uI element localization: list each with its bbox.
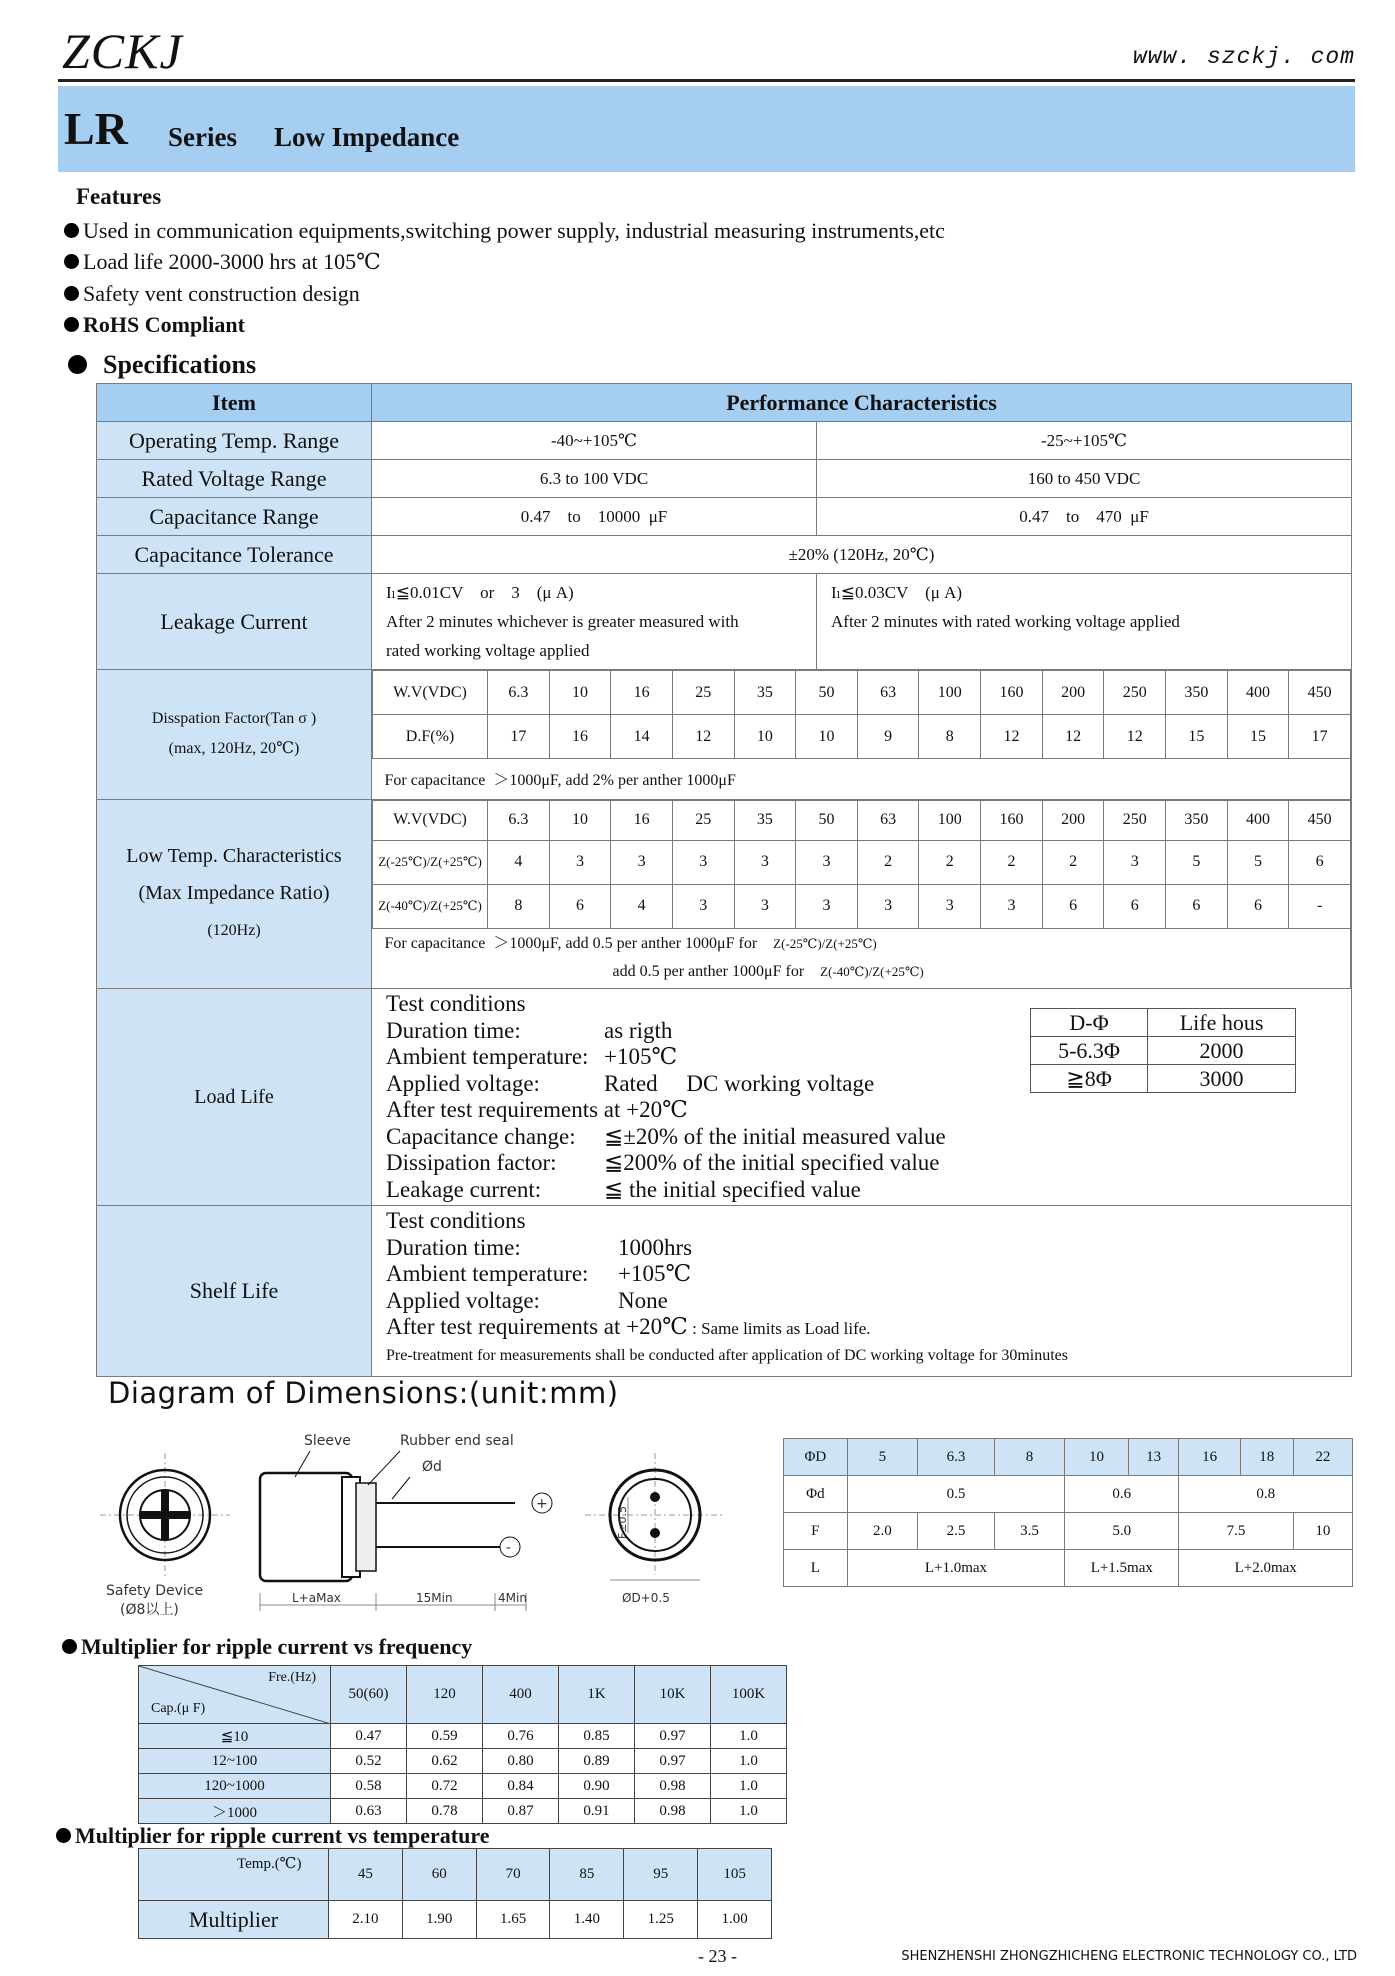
multiplier-cell: 0.78 (407, 1799, 483, 1824)
multiplier-cell: 1.25 (624, 1901, 698, 1939)
z40-cell: 3 (796, 884, 858, 928)
z40-cell: 3 (981, 884, 1043, 928)
multiplier-cell: 2.10 (329, 1901, 403, 1939)
wv-cell: 63 (857, 671, 919, 715)
df-note: For capacitance ＞1000μF, add 2% per anther 1000μF (373, 759, 1351, 799)
wv-cell: 400 (1227, 800, 1289, 840)
wv-cell: 35 (734, 671, 796, 715)
multiplier-cell: 1.0 (711, 1749, 787, 1774)
life-cell: 2000 (1148, 1037, 1296, 1065)
cell-value: 6.3 to 100 VDC (372, 460, 817, 498)
min15-label: 15Min (416, 1591, 453, 1605)
wv-cell: 200 (1042, 800, 1104, 840)
z25-cell: 5 (1166, 840, 1228, 884)
phiD-cell: 10 (1065, 1439, 1129, 1476)
wv-label: W.V(VDC) (373, 671, 488, 715)
website-url[interactable]: www. szckj. com (1132, 44, 1355, 70)
leakage-a: Iₗ≦0.01CV or 3 (μ A) After 2 minutes whichever is greater measured with rated working voltage applied (372, 574, 817, 670)
ripple-temp-heading: Multiplier for ripple current vs temperature (56, 1823, 489, 1849)
multiplier-cell: 1.0 (711, 1774, 787, 1799)
wv-cell: 16 (611, 800, 673, 840)
row-label: Operating Temp. Range (97, 422, 372, 460)
z25-cell: 2 (981, 840, 1043, 884)
freq-header-cell: 50(60) (331, 1666, 407, 1724)
z25-cell: 3 (796, 840, 858, 884)
freq-row (139, 1749, 787, 1774)
dimension-diagram (80, 1415, 760, 1625)
d-label: ØD+0.5 (622, 1591, 670, 1605)
life-hdr-hours: Life hous (1148, 1009, 1296, 1037)
safety-device-view (100, 1453, 230, 1618)
z25-cell: 2 (919, 840, 981, 884)
wv-label: W.V(VDC) (373, 800, 488, 840)
life-cell: 3000 (1148, 1065, 1296, 1093)
multiplier-cell: 0.58 (331, 1774, 407, 1799)
cap-label: 12~100 (139, 1749, 331, 1774)
row-label: Load Life (97, 989, 372, 1206)
cell-value: -40~+105℃ (372, 422, 817, 460)
series-word: Series (168, 122, 237, 152)
freq-corner: Fre.(Hz) Cap.(μ F) (139, 1666, 331, 1724)
z40-cell: 6 (549, 884, 611, 928)
l-label: L+aMax (292, 1591, 341, 1605)
multiplier-cell: 0.47 (331, 1724, 407, 1749)
wv-cell: 100 (919, 800, 981, 840)
freq-row (139, 1774, 787, 1799)
multiplier-cell: 0.97 (635, 1749, 711, 1774)
temp-corner: Temp.(℃) (139, 1849, 329, 1901)
z40-cell: 3 (672, 884, 734, 928)
z40-cell: 6 (1166, 884, 1228, 928)
multiplier-cell: 0.89 (559, 1749, 635, 1774)
df-table (372, 670, 1351, 799)
low-temp-note: For capacitance ＞1000μF, add 0.5 per anther 1000μF for Z(-25℃)/Z(+25℃) add 0.5 per anther 1000μF for Z(-40℃)/Z(+25℃) (373, 928, 1351, 988)
safety-label: Safety Device (106, 1583, 204, 1599)
multiplier-cell: 1.00 (698, 1901, 772, 1939)
temp-header-cell: 70 (476, 1849, 550, 1901)
cell-value: 0.47 to 470 μF (817, 498, 1352, 536)
phiD-cell: 13 (1128, 1439, 1179, 1476)
condition-label: Test conditions (386, 991, 526, 1016)
z25-cell: 3 (549, 840, 611, 884)
multiplier-cell: 0.91 (559, 1799, 635, 1824)
F-cell: 2.0 (847, 1513, 917, 1550)
series-subtitle: Low Impedance (274, 122, 460, 152)
capacitor-bottom-view (585, 1453, 725, 1605)
multiplier-cell: 0.80 (483, 1749, 559, 1774)
temp-header-cell: 45 (329, 1849, 403, 1901)
shelf-life-line (386, 1235, 1337, 1262)
phid-cell: 0.6 (1065, 1476, 1179, 1513)
min4-label: 4Min (498, 1591, 527, 1605)
wv-cell: 160 (981, 671, 1043, 715)
condition-label: Test conditions (386, 1208, 526, 1233)
load-life-line (386, 1097, 1337, 1124)
low-temp-table (372, 800, 1351, 989)
wv-cell: 35 (734, 800, 796, 840)
multiplier-cell: 0.90 (559, 1774, 635, 1799)
condition-value: +105℃ (604, 1044, 678, 1069)
z40-cell: 3 (919, 884, 981, 928)
df-cell: 12 (1104, 715, 1166, 759)
multiplier-cell: 1.0 (711, 1799, 787, 1824)
shelf-life-line (386, 1261, 1337, 1288)
z25-cell: 2 (857, 840, 919, 884)
df-cell: 8 (919, 715, 981, 759)
phiD-cell: 5 (847, 1439, 917, 1476)
temp-header-cell: 105 (698, 1849, 772, 1901)
z25-cell: 2 (1042, 840, 1104, 884)
wv-cell: 25 (672, 800, 734, 840)
L-cell: L+1.0max (847, 1550, 1064, 1587)
freq-header-cell: 1K (559, 1666, 635, 1724)
condition-value: as rigth (604, 1017, 673, 1043)
f-label: F±0.5 (616, 1505, 629, 1539)
condition-label: After test requirements at +20℃ (386, 1097, 688, 1122)
phiD-cell: 22 (1293, 1439, 1352, 1476)
z25-cell: 3 (1104, 840, 1166, 884)
wv-cell: 450 (1289, 671, 1351, 715)
company-footer: SHENZHENSHI ZHONGZHICHENG ELECTRONIC TECHNOLOGY CO., LTD (901, 1949, 1357, 1964)
feature-item: Load life 2000-3000 hrs at 105℃ (64, 249, 381, 275)
z25-cell: 4 (488, 840, 550, 884)
cell-value: 0.47 to 10000 μF (372, 498, 817, 536)
wv-cell: 10 (549, 800, 611, 840)
L-cell: L+2.0max (1179, 1550, 1353, 1587)
row-label: Rated Voltage Range (97, 460, 372, 498)
wv-cell: 450 (1289, 800, 1351, 840)
specifications-heading: Specifications (68, 350, 256, 380)
condition-value: +105℃ (618, 1261, 692, 1286)
specifications-table (96, 383, 1352, 1377)
z25-cell: 3 (734, 840, 796, 884)
cell-value: -25~+105℃ (817, 422, 1352, 460)
life-cell: ≧8Φ (1031, 1065, 1148, 1093)
col-item: Item (97, 384, 372, 422)
df-cell: 12 (981, 715, 1043, 759)
cap-label: ＞1000 (139, 1799, 331, 1824)
feature-item: Used in communication equipments,switching power supply, industrial measuring instruments,etc (64, 218, 945, 244)
multiplier-cell: 0.87 (483, 1799, 559, 1824)
wv-cell: 16 (611, 671, 673, 715)
ripple-freq-table (138, 1665, 787, 1824)
capacitor-side-view (260, 1433, 552, 1611)
df-label: D.F(%) (373, 715, 488, 759)
row-label: Shelf Life (97, 1206, 372, 1377)
condition-value: ≦200% of the initial specified value (604, 1150, 940, 1175)
row-label: Capacitance Tolerance (97, 536, 372, 574)
series-code: LR (64, 103, 128, 154)
row-label-df: Disspation Factor(Tan σ ) (max, 120Hz, 20℃) (97, 670, 372, 800)
F-cell: 10 (1293, 1513, 1352, 1550)
wv-cell: 63 (857, 800, 919, 840)
ripple-freq-heading: Multiplier for ripple current vs frequency (62, 1634, 472, 1660)
z25-cell: 3 (611, 840, 673, 884)
df-cell: 17 (488, 715, 550, 759)
freq-header-cell: 120 (407, 1666, 483, 1724)
F-label: F (784, 1513, 848, 1550)
L-cell: L+1.5max (1065, 1550, 1179, 1587)
z25-label: Z(-25℃)/Z(+25℃) (373, 840, 488, 884)
phiD-cell: 6.3 (918, 1439, 995, 1476)
z25-cell: 5 (1227, 840, 1289, 884)
wv-cell: 250 (1104, 800, 1166, 840)
multiplier-cell: 0.59 (407, 1724, 483, 1749)
phiD-cell: 18 (1240, 1439, 1293, 1476)
z40-cell: - (1289, 884, 1351, 928)
df-cell: 17 (1289, 715, 1351, 759)
phiD-label: ΦD (784, 1439, 848, 1476)
freq-row (139, 1724, 787, 1749)
col-performance: Performance Characteristics (372, 384, 1352, 422)
df-cell: 10 (796, 715, 858, 759)
multiplier-cell: 0.72 (407, 1774, 483, 1799)
multiplier-cell: 0.84 (483, 1774, 559, 1799)
z40-label: Z(-40℃)/Z(+25℃) (373, 884, 488, 928)
leakage-b: Iₗ≦0.03CV (μ A) After 2 minutes with rated working voltage applied (817, 574, 1352, 670)
wv-cell: 350 (1166, 671, 1228, 715)
ripple-temp-table (138, 1848, 772, 1939)
df-cell: 12 (672, 715, 734, 759)
feature-item-rohs: RoHS Compliant (64, 312, 245, 338)
condition-label: Ambient temperature: (386, 1261, 589, 1286)
condition-label: Applied voltage: (386, 1287, 540, 1313)
wv-cell: 10 (549, 671, 611, 715)
wv-cell: 6.3 (488, 671, 550, 715)
life-cell: 5-6.3Φ (1031, 1037, 1148, 1065)
temp-header-cell: 60 (402, 1849, 476, 1901)
z40-cell: 6 (1042, 884, 1104, 928)
z25-cell: 3 (672, 840, 734, 884)
wv-cell: 50 (796, 671, 858, 715)
safety-label-2: (Ø8以上) (120, 1602, 179, 1618)
z40-cell: 4 (611, 884, 673, 928)
wv-cell: 50 (796, 800, 858, 840)
cap-label: 120~1000 (139, 1774, 331, 1799)
multiplier-cell: 1.65 (476, 1901, 550, 1939)
F-cell: 7.5 (1179, 1513, 1293, 1550)
z40-cell: 8 (488, 884, 550, 928)
multiplier-cell: 1.90 (402, 1901, 476, 1939)
row-label: Capacitance Range (97, 498, 372, 536)
row-label: Leakage Current (97, 574, 372, 670)
df-cell: 9 (857, 715, 919, 759)
condition-label: Leakage current: (386, 1176, 542, 1202)
df-cell: 12 (1042, 715, 1104, 759)
temp-header-cell: 95 (624, 1849, 698, 1901)
multiplier-cell: 0.98 (635, 1799, 711, 1824)
freq-header-cell: 10K (635, 1666, 711, 1724)
load-life-line (386, 1150, 1337, 1177)
condition-value: 1000hrs (618, 1234, 693, 1260)
temp-header-cell: 85 (550, 1849, 624, 1901)
life-hours-table (1030, 1008, 1296, 1093)
row-label-low-temp: Low Temp. Characteristics (Max Impedance Ratio) (120Hz) (97, 799, 372, 989)
z40-cell: 6 (1104, 884, 1166, 928)
F-cell: 5.0 (1065, 1513, 1179, 1550)
wv-cell: 25 (672, 671, 734, 715)
sleeve-label: Sleeve (304, 1433, 351, 1449)
cap-label: ≦10 (139, 1724, 331, 1749)
condition-label: Dissipation factor: (386, 1150, 557, 1175)
phiD-cell: 8 (994, 1439, 1064, 1476)
phid-cell: 0.5 (847, 1476, 1064, 1513)
freq-header-cell: 400 (483, 1666, 559, 1724)
wv-cell: 250 (1104, 671, 1166, 715)
low-temp-cell (372, 799, 1352, 989)
features-heading: Features (76, 184, 162, 209)
df-cell: 14 (611, 715, 673, 759)
df-cell: 16 (549, 715, 611, 759)
z40-cell: 3 (857, 884, 919, 928)
df-cell: 15 (1227, 715, 1289, 759)
multiplier-cell: 1.0 (711, 1724, 787, 1749)
load-life-line (386, 1124, 1337, 1151)
multiplier-cell: 0.62 (407, 1749, 483, 1774)
condition-label: Applied voltage: (386, 1070, 540, 1096)
condition-label: Duration time: (386, 1234, 521, 1260)
condition-label: Duration time: (386, 1017, 521, 1043)
life-hdr-d: D-Φ (1031, 1009, 1148, 1037)
feature-item: Safety vent construction design (64, 281, 360, 307)
freq-header-cell: 100K (711, 1666, 787, 1724)
condition-label: Capacitance change: (386, 1123, 576, 1149)
z40-cell: 6 (1227, 884, 1289, 928)
title-band (58, 86, 1355, 172)
wv-cell: 160 (981, 800, 1043, 840)
phid-label: Φd (784, 1476, 848, 1513)
dimension-table (783, 1438, 1353, 1587)
wv-cell: 350 (1166, 800, 1228, 840)
z25-cell: 6 (1289, 840, 1351, 884)
L-label: L (784, 1550, 848, 1587)
F-cell: 3.5 (994, 1513, 1064, 1550)
phiD-cell: 16 (1179, 1439, 1241, 1476)
diagram-heading: Diagram of Dimensions:(unit:mm) (108, 1376, 619, 1410)
plus-sign: + (536, 1496, 548, 1512)
wv-cell: 100 (919, 671, 981, 715)
multiplier-cell: 0.97 (635, 1724, 711, 1749)
multiplier-cell: 0.52 (331, 1749, 407, 1774)
multiplier-cell: 0.85 (559, 1724, 635, 1749)
wv-cell: 6.3 (488, 800, 550, 840)
condition-value: None (618, 1287, 668, 1313)
shelf-life-cell: Test conditions Duration time: 1000hrs Ambient temperature: +105℃ Applied voltage: None After test requirements at +20℃ : Same limits as Load life. Pre-treatment for measurements shall be conducted after application of DC working voltage for 30minutes (372, 1206, 1352, 1377)
phid-cell: 0.8 (1179, 1476, 1353, 1513)
phid-label: Ød (422, 1459, 442, 1475)
shelf-life-line (386, 1288, 1337, 1315)
freq-row (139, 1799, 787, 1824)
df-cell: 10 (734, 715, 796, 759)
rubber-label: Rubber end seal (400, 1433, 514, 1449)
cell-value: ±20% (120Hz, 20℃) (372, 536, 1352, 574)
load-life-line (386, 1177, 1337, 1204)
z40-cell: 3 (734, 884, 796, 928)
multiplier-label: Multiplier (139, 1901, 329, 1939)
multiplier-cell: 0.98 (635, 1774, 711, 1799)
shelf-life-line (386, 1208, 1337, 1235)
df-cell: 15 (1166, 715, 1228, 759)
multiplier-cell: 0.63 (331, 1799, 407, 1824)
df-cell (372, 670, 1352, 800)
condition-value: ≦ the initial specified value (604, 1176, 861, 1202)
F-cell: 2.5 (918, 1513, 995, 1550)
condition-value: ≦±20% of the initial measured value (604, 1123, 946, 1149)
condition-label: Ambient temperature: (386, 1044, 589, 1069)
cell-value: 160 to 450 VDC (817, 460, 1352, 498)
page-number: - 23 - (698, 1946, 737, 1966)
condition-value: Rated DC working voltage (604, 1070, 875, 1096)
multiplier-cell: 1.40 (550, 1901, 624, 1939)
wv-cell: 200 (1042, 671, 1104, 715)
multiplier-cell: 0.76 (483, 1724, 559, 1749)
minus-sign: - (506, 1540, 512, 1556)
company-logo: ZCKJ (62, 23, 183, 79)
wv-cell: 400 (1227, 671, 1289, 715)
header-rule (58, 79, 1355, 82)
